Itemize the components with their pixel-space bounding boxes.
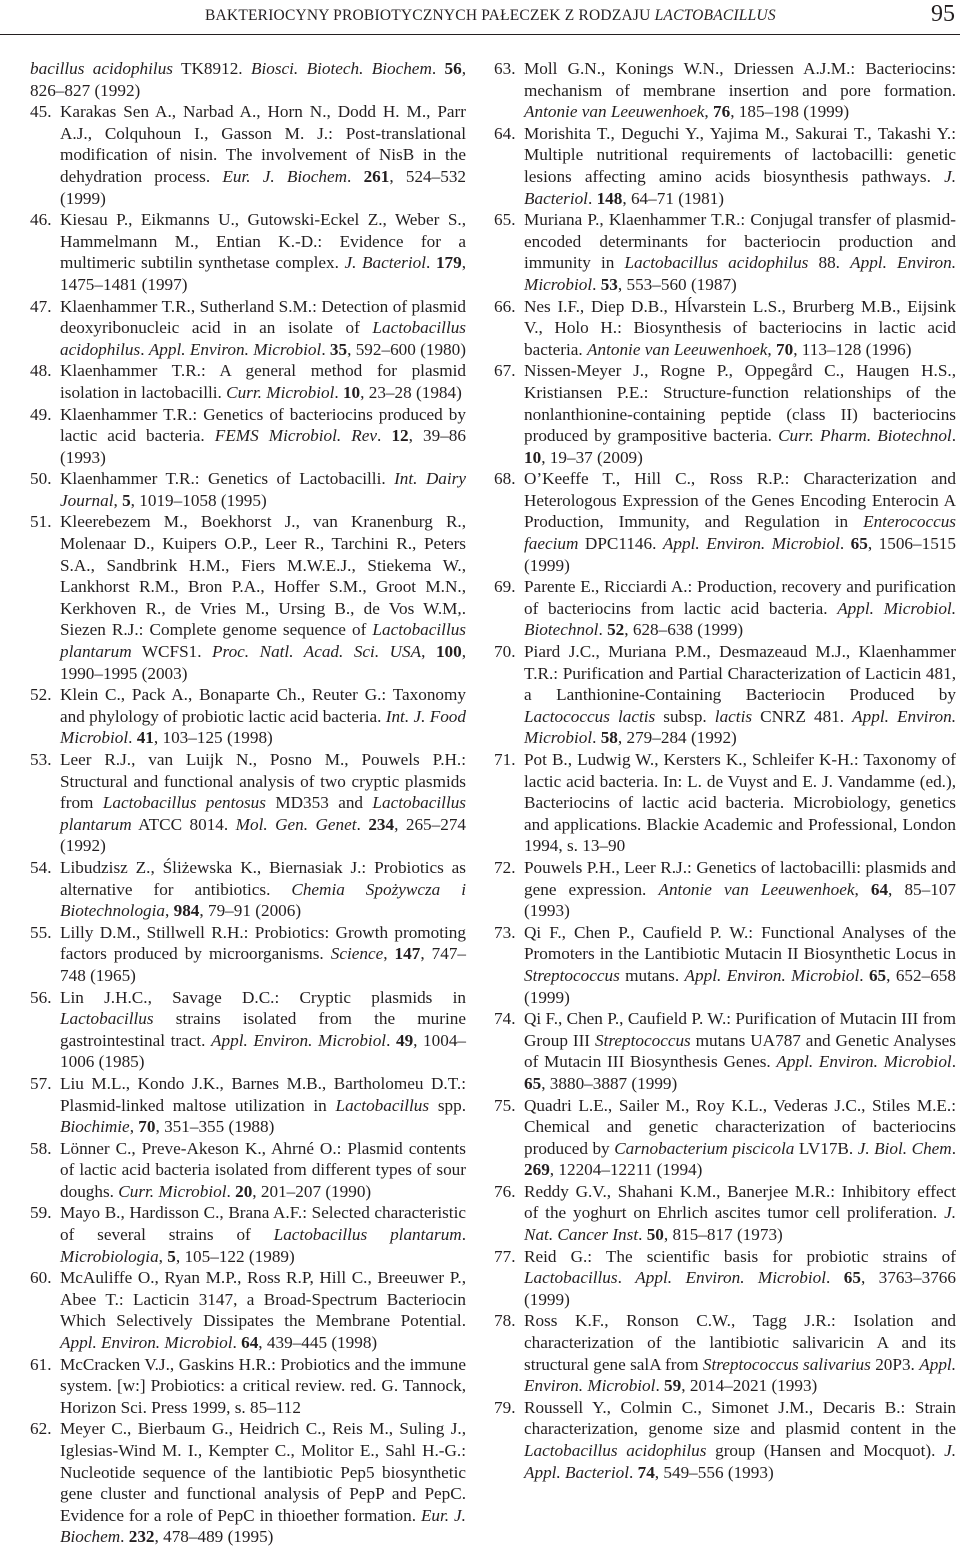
- reference-text: Nes I.F., Diep D.B., Hĺvarstein L.S., Brurberg M.B., Eijsink V., Holo H.: Biosynthesis of bacteriocins in lactic acid bacteria. Antonie van Leeuwenhoek, 70, 113–128 (1996): [524, 296, 956, 359]
- reference-text: Kiesau P., Eikmanns U., Gutowski-Eckel Z., Weber S., Hammelmann M., Entian K.-D.: Evidence for a multimeric subtilin synthetase complex. J. Bacteriol. 179, 1475–1481 (1997): [60, 210, 467, 294]
- reference-text: Leer R.J., van Luijk N., Posno M., Pouwels P.H.: Structural and functional analysis of two cryptic plasmids from Lactobacillus pentosus MD353 and Lactobacillus plantarum ATCC 8014. Mol. Gen. Genet. 234, 265–274 (1992): [60, 750, 467, 856]
- reference-entry: [30, 209, 466, 295]
- reference-text: Lönner C., Preve-Akeson K., Ahrné O.: Plasmid contents of lactic acid bacteria isolated from different types of sour doughs. Curr. Microbiol. 20, 201–207 (1990): [60, 1138, 466, 1201]
- reference-text: Klaenhammer T.R.: A general method for plasmid isolation in lactobacilli. Curr. Microbiol. 10, 23–28 (1984): [60, 361, 466, 402]
- reference-text: Qi F., Chen P., Caufield P. W.: Functional Analyses of the Promoters in the Lantibiotic Mutacin II Biosynthetic Locus in Streptococcus mutans. Appl. Environ. Microbiol. 65, 652–658 (1999): [524, 922, 956, 1007]
- reference-entry: [30, 1267, 466, 1353]
- reference-entry: [30, 1354, 466, 1419]
- reference-text: Ross K.F., Ronson C.W., Tagg J.R.: Isolation and characterization of the lantibiotic salivaricin A and its structural gene salA from Streptococcus salivarius 20P3. Appl. Environ. Microbiol. 59, 2014–2021 (1993): [524, 1311, 956, 1396]
- reference-number: 72.: [494, 857, 516, 877]
- reference-entry: [494, 296, 956, 361]
- reference-number: 73.: [494, 922, 516, 942]
- reference-text: Klaenhammer T.R., Sutherland S.M.: Detection of plasmid deoxyribonucleic acid in an isolate of Lactobacillus acidophilus. Appl. Environ. Microbiol. 35, 592–600 (1980): [60, 296, 466, 359]
- reference-entry: [494, 576, 956, 641]
- reference-number: 63.: [494, 59, 516, 78]
- page-number: 95: [931, 1, 955, 27]
- reference-text: Muriana P., Klaenhammer T.R.: Conjugal transfer of plasmid-encoded determinants for bacteriocin production and immunity in Lactobacillus acidophilus 88. Appl. Environ. Microbiol. 53, 553–560 (1987): [524, 210, 957, 294]
- reference-number: 69.: [494, 577, 516, 597]
- reference-text: McCracken V.J., Gaskins H.R.: Probiotics and the immune system. [w:] Probiotics: a critical review. red. G. Tannock, Horizon Sci. Press 1999, s. 85–112: [60, 1354, 466, 1417]
- reference-number: 54.: [30, 857, 52, 877]
- reference-number: 61.: [30, 1354, 52, 1374]
- reference-number: 47.: [30, 296, 52, 316]
- reference-number: 68.: [494, 469, 516, 489]
- reference-number: 65.: [494, 210, 516, 230]
- reference-text: Nissen-Meyer J., Rogne P., Oppegård C., Haugen H.S., Kristiansen P.E.: Structure-function relationships of the nonlanthionine-containing peptide (class II) bacteriocins produced by grampositive bacteria. Curr. Pharm. Biotechnol. 10, 19–37 (2009): [524, 361, 956, 467]
- reference-text: Morishita T., Deguchi Y., Yajima M., Sakurai T., Takashi Y.: Multiple nutritional requirements of lactobacilli: genetic lesions affecting amino acids biosynthesis pathways. J. Bacteriol. 148, 64–71 (1981): [524, 123, 956, 208]
- reference-number: 55.: [30, 922, 52, 942]
- reference-entry: [30, 511, 466, 684]
- reference-entry: [30, 749, 466, 857]
- reference-text: Libudzisz Z., Śliżewska K., Biernasiak J.: Probiotics as alternative for antibiotics. Chemia Spożywcza i Biotechnologia, 984, 79–91 (2006): [60, 857, 467, 921]
- reference-entry: [30, 360, 466, 403]
- reference-text: Pouwels P.H., Leer R.J.: Genetics of lactobacilli: plasmids and gene expression. Antonie van Leeuwenhoek, 64, 85–107 (1993): [524, 857, 956, 921]
- header-title-genus: LACTOBACILLUS: [654, 7, 776, 24]
- reference-entry: [494, 749, 956, 857]
- reference-text: O’Keeffe T., Hill C., Ross R.P.: Characterization and Heterologous Expression of the Genes Encoding Enterocin A Production, Immunity, and Regulation in Enterococcus faecium DPC1146. Appl. Environ. Microbiol. 65, 1506–1515 (1999): [524, 469, 956, 575]
- running-header: [0, 0, 960, 35]
- reference-number: 52.: [30, 685, 52, 705]
- reference-text: Klaenhammer T.R.: Genetics of bacteriocins produced by lactic acid bacteria. FEMS Microbiol. Rev. 12, 39–86 (1993): [60, 404, 466, 467]
- reference-entry: [494, 1397, 956, 1483]
- reference-text: McAuliffe O., Ryan M.P., Ross R.P, Hill C., Breeuwer P., Abee T.: Lacticin 3147, a Broad-Spectrum Bacteriocin Which Selectively Dissipates the Membrane Potential. Appl. Environ. Microbiol. 64, 439–445 (1998): [60, 1268, 466, 1353]
- reference-number: 75.: [494, 1095, 516, 1115]
- reference-number: 71.: [494, 750, 516, 769]
- reference-text: Parente E., Ricciardi A.: Production, recovery and purification of bacteriocins from lactic acid bacteria. Appl. Microbiol. Biotechnol. 52, 628–638 (1999): [524, 577, 956, 640]
- reference-entry: [30, 296, 466, 361]
- reference-number: 56.: [30, 987, 52, 1007]
- reference-text: Mayo B., Hardisson C., Brana A.F.: Selected characteristic of several strains of Lactobacillus plantarum. Microbiologia, 5, 105–122 (1989): [60, 1203, 466, 1266]
- reference-text: Klaenhammer T.R.: Genetics of Lactobacilli. Int. Dairy Journal, 5, 1019–1058 (1995): [60, 469, 466, 510]
- reference-text: Klein C., Pack A., Bonaparte Ch., Reuter G.: Taxonomy and phylology of probiotic lactic acid bacteria. Int. J. Food Microbiol. 41, 103–125 (1998): [60, 685, 466, 748]
- reference-text: Pot B., Ludwig W., Kersters K., Schleifer K-H.: Taxonomy of lactic acid bacteria. In: L. de Vuyst and E. J. Vandamme (ed.), Bacteriocins of lactic acid bacteria. Microbiology, genetics and applications. Blackie Academic and Professional, London 1994, s. 13–90: [524, 750, 956, 856]
- reference-entry: [30, 1138, 466, 1203]
- reference-text: Lilly D.M., Stillwell R.H.: Probiotics: Growth promoting factors produced by microorganisms. Science, 147, 747–748 (1965): [60, 922, 467, 985]
- reference-number: 59.: [30, 1203, 52, 1223]
- reference-number: 67.: [494, 361, 516, 381]
- reference-text: Moll G.N., Konings W.N., Driessen A.J.M.: Bacteriocins: mechanism of membrane insertion and pore formation. Antonie van Leeuwenhoek, 76, 185–198 (1999): [524, 59, 956, 122]
- reference-entry: [30, 987, 466, 1073]
- reference-entry: [30, 1073, 466, 1138]
- reference-entry: [30, 1418, 466, 1548]
- reference-entry: [494, 360, 956, 468]
- reference-list-right-column: [494, 58, 956, 1483]
- reference-entry: [30, 58, 466, 101]
- reference-text: Karakas Sen A., Narbad A., Horn N., Dodd H. M., Parr A.J., Colquhoun I., Gasson M. J.: Post-translational modification of nisin. The involvement of NisB in the dehydration process. Eur. J. Biochem. 261, 524–532 (1999): [60, 102, 467, 208]
- reference-number: 51.: [30, 512, 52, 532]
- reference-entry: [30, 922, 466, 987]
- reference-number: 53.: [30, 750, 52, 769]
- reference-entry: [494, 1095, 956, 1181]
- reference-number: 60.: [30, 1268, 52, 1288]
- reference-text: Reddy G.V., Shahani K.M., Banerjee M.R.: Inhibitory effect of the yoghurt on Ehrlich ascites tumor cell proliferation. J. Nat. Cancer Inst. 50, 815–817 (1973): [524, 1181, 956, 1245]
- reference-entry: [494, 209, 956, 295]
- reference-entry: [30, 684, 466, 749]
- header-title-text: BAKTERIOCYNY PROBIOTYCZNYCH PAŁECZEK Z RODZAJU: [205, 7, 655, 24]
- reference-entry: [30, 404, 466, 469]
- reference-list-left-column: [30, 58, 466, 1548]
- reference-number: 76.: [494, 1181, 516, 1201]
- reference-text: Roussell Y., Colmin C., Simonet J.M., Decaris B.: Strain characterization, genome size and plasmid content in the Lactobacillus acidophilus group (Hansen and Mocquot). J. Appl. Bacteriol. 74, 549–556 (1993): [524, 1397, 956, 1482]
- reference-entry: [494, 1008, 956, 1094]
- header-title: [205, 7, 776, 25]
- reference-number: 79.: [494, 1397, 516, 1417]
- reference-entry: [494, 1181, 956, 1246]
- reference-number: 78.: [494, 1311, 516, 1331]
- reference-entry: [494, 641, 956, 749]
- reference-number: 49.: [30, 404, 52, 424]
- reference-number: 64.: [494, 123, 516, 143]
- reference-entry: [494, 1310, 956, 1396]
- reference-entry: [494, 1246, 956, 1311]
- reference-text: Piard J.C., Muriana P.M., Desmazeaud M.J., Klaenhammer T.R.: Purification and Partial Characterization of Lacticin 481, a Lanthionine-Containing Bacteriocin Produced by Lactococcus lactis subsp. lactis CNRZ 481. Appl. Environ. Microbiol. 58, 279–284 (1992): [524, 642, 956, 748]
- reference-number: 70.: [494, 642, 516, 662]
- reference-entry: [494, 58, 956, 123]
- reference-number: 46.: [30, 210, 52, 230]
- reference-entry: [494, 922, 956, 1008]
- reference-text: Liu M.L., Kondo J.K., Barnes M.B., Bartholomeu D.T.: Plasmid-linked maltose utilization in Lactobacillus spp. Biochimie, 70, 351–355 (1988): [60, 1073, 466, 1137]
- reference-number: 77.: [494, 1246, 516, 1266]
- reference-text: Reid G.: The scientific basis for probiotic strains of Lactobacillus. Appl. Environ. Microbiol. 65, 3763–3766 (1999): [524, 1246, 956, 1309]
- reference-entry: [30, 101, 466, 209]
- reference-text: Kleerebezem M., Boekhorst J., van Kranenburg R., Molenaar D., Kuipers O.P., Leer R., Tarchini R., Peters S.A., Sandbrink H.M., Fiers M.W.E.J., Stiekema W., Lankhorst R.M., Bron P.A., Hoffer S.M., Groot M.N., Kerkhoven R., de Vries M., Ursing B., de Vos W.M,. Siezen R.J.: Complete genome sequence of Lactobacillus plantarum WCFS1. Proc. Natl. Acad. Sci. USA, 100, 1990–1995 (2003): [60, 512, 467, 683]
- reference-entry: [30, 857, 466, 922]
- reference-entry: [30, 468, 466, 511]
- reference-text: Lin J.H.C., Savage D.C.: Cryptic plasmids in Lactobacillus strains isolated from the murine gastrointestinal tract. Appl. Environ. Microbiol. 49, 1004–1006 (1985): [60, 987, 467, 1072]
- reference-number: 57.: [30, 1073, 52, 1093]
- reference-number: 48.: [30, 361, 52, 381]
- reference-entry: [494, 123, 956, 209]
- reference-number: 66.: [494, 296, 516, 316]
- reference-number: 58.: [30, 1138, 52, 1158]
- reference-number: 74.: [494, 1009, 516, 1029]
- reference-text: bacillus acidophilus TK8912. Biosci. Biotech. Biochem. 56, 826–827 (1992): [30, 59, 466, 100]
- reference-number: 62.: [30, 1419, 52, 1439]
- reference-text: Meyer C., Bierbaum G., Heidrich C., Reis M., Suling J., Iglesias-Wind M. I., Kempter C., Molitor E., Sahl H.-G.: Nucleotide sequence of the lantibiotic Pep5 biosynthetic gene cluster and functional analysis of PepP and PepC. Evidence for a role of PepC in thioether formation. Eur. J. Biochem. 232, 478–489 (1995): [60, 1419, 466, 1547]
- reference-entry: [30, 1202, 466, 1267]
- reference-number: 45.: [30, 102, 52, 122]
- reference-number: 50.: [30, 469, 52, 489]
- reference-entry: [494, 857, 956, 922]
- reference-text: Qi F., Chen P., Caufield P. W.: Purification of Mutacin III from Group III Streptococcus mutans UA787 and Genetic Analyses of Mutacin III Biosynthesis Genes. Appl. Environ. Microbiol. 65, 3880–3887 (1999): [524, 1009, 957, 1093]
- reference-entry: [494, 468, 956, 576]
- reference-text: Quadri L.E., Sailer M., Roy K.L., Vederas J.C., Stiles M.E.: Chemical and genetic characterization of bacteriocins produced by Carnobacterium piscicola LV17B. J. Biol. Chem. 269, 12204–12211 (1994): [524, 1095, 957, 1180]
